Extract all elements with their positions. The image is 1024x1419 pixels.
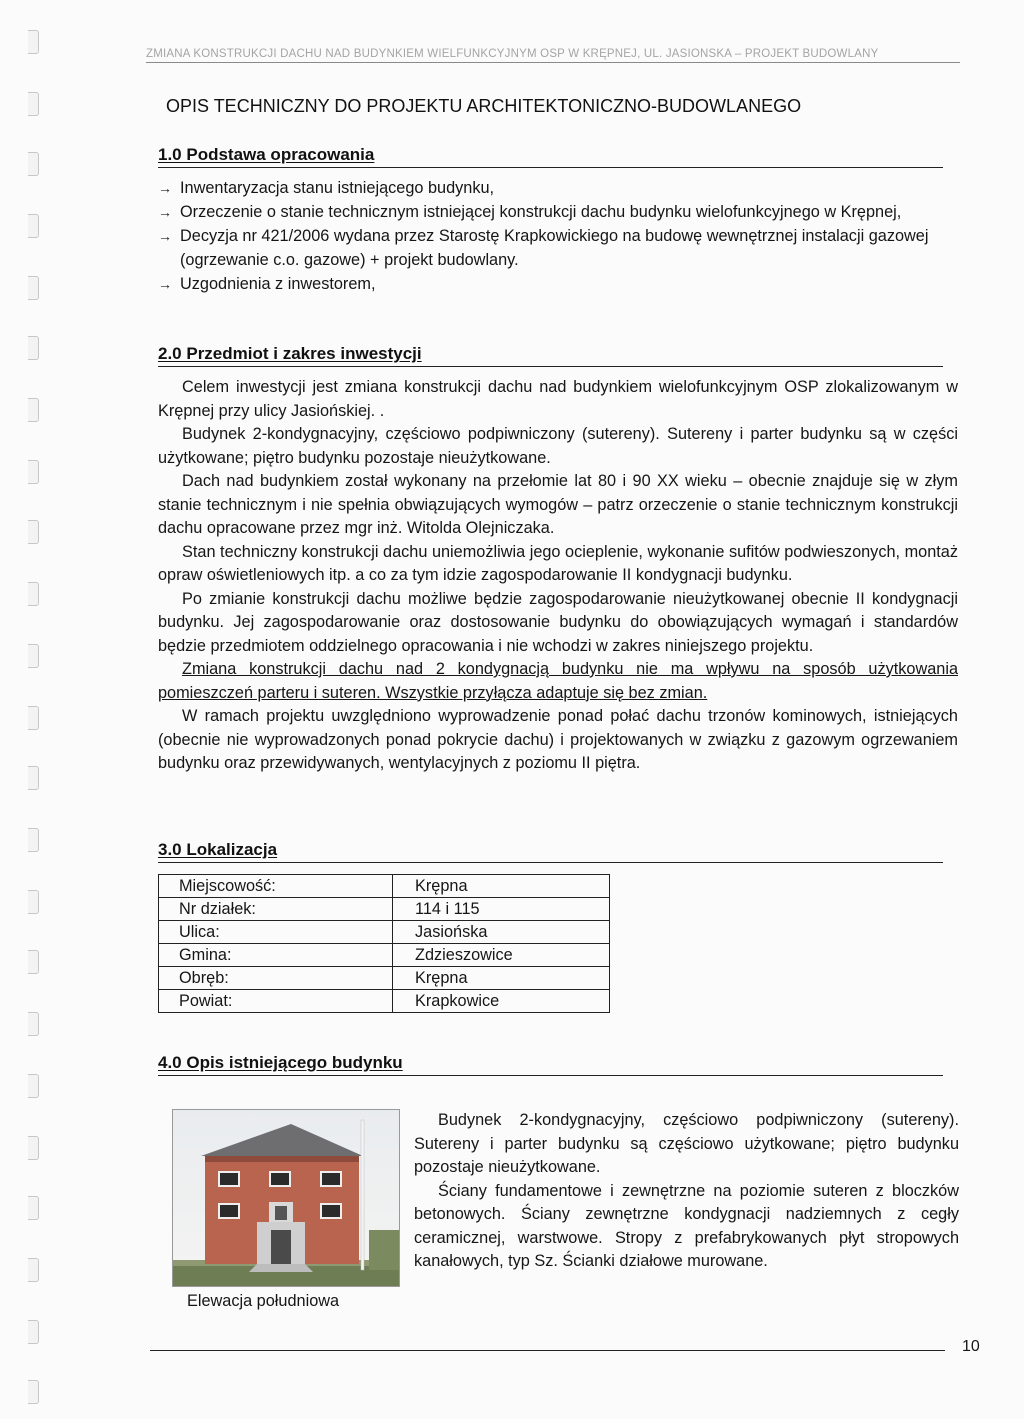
building-photo: [172, 1109, 400, 1287]
arrow-right-icon: →: [158, 204, 172, 220]
running-header: ZMIANA KONSTRUKCJI DACHU NAD BUDYNKIEM WIELFUNKCYJNYM OSP W KRĘPNEJ, UL. JASIOŃSKA – PROJEKT BUDOWLANY: [146, 48, 960, 63]
photo-caption: Elewacja południowa: [187, 1292, 340, 1310]
section-1-heading: [158, 145, 943, 168]
underlined-paragraph: Zmiana konstrukcji dachu nad 2 kondygnacją budynku nie ma wpływu na sposób użytkowania pomieszczeń parteru i suteren. Wszystkie przyłącza adaptuje się bez zmian.: [158, 660, 958, 702]
document-title: OPIS TECHNICZNY DO PROJEKTU ARCHITEKTONICZNO-BUDOWLANEGO: [166, 96, 802, 116]
list-item-text: Decyzja nr 421/2006 wydana przez Starostę Krapkowickiego na budowę wewnętrznej instalacji gazowej (ogrzewanie c.o. gazowe) + projekt budowlany.: [180, 227, 929, 269]
binder-hole: [28, 398, 39, 422]
binder-hole: [28, 1196, 39, 1220]
section-2-body: [158, 376, 958, 776]
table-cell-label: Ulica:: [159, 921, 393, 944]
paragraph: Dach nad budynkiem został wykonany na przełomie lat 80 i 90 XX wieku – obecnie znajduje się w złym stanie technicznym i nie spełnia obwiązujących wymogów – patrz orzeczenie o stanie technicznym konstrukcji dachu opracowane przez mgr inż. Witolda Olejniczaka.: [158, 472, 958, 537]
table-cell-value: Zdzieszowice: [393, 944, 610, 967]
page-number: 10: [962, 1338, 980, 1355]
section-4-heading-text: 4.0 Opis istniejącego budynku: [158, 1053, 403, 1072]
binder-hole: [28, 828, 39, 852]
paragraph: Budynek 2-kondygnacyjny, częściowo podpiwniczony (sutereny). Sutereny i parter budynku są częściowo użytkowane; piętro budynku pozostaje nieużytkowane.: [414, 1111, 959, 1176]
section-2-heading-text: 2.0 Przedmiot i zakres inwestycji: [158, 344, 422, 363]
arrow-right-icon: →: [158, 228, 172, 244]
table-cell-label: Obręb:: [159, 967, 393, 990]
list-item-text: Orzeczenie o stanie technicznym istniejącej konstrukcji dachu budynku wielofunkcyjnego w Krępnej,: [180, 203, 902, 221]
list-item: [158, 272, 958, 296]
building-photo-illustration: [173, 1110, 399, 1286]
binder-hole: [28, 1074, 39, 1098]
binder-hole: [28, 644, 39, 668]
binder-hole: [28, 582, 39, 606]
table-row: [159, 944, 610, 967]
binder-hole: [28, 706, 39, 730]
footer-divider: [150, 1350, 945, 1351]
binder-hole: [28, 1136, 39, 1160]
binder-hole: [28, 92, 39, 116]
section-1-list: [158, 176, 958, 296]
section-2-heading: [158, 344, 943, 367]
list-item: [158, 224, 958, 272]
table-cell-value: 114 i 115: [393, 898, 610, 921]
list-item-text: Inwentaryzacja stanu istniejącego budynku,: [180, 179, 495, 197]
table-cell-value: Jasiońska: [393, 921, 610, 944]
binder-hole: [28, 1380, 39, 1404]
binder-hole: [28, 152, 39, 176]
paragraph: Stan techniczny konstrukcji dachu uniemożliwia jego ocieplenie, wykonanie sufitów podwieszonych, montaż opraw oświetleniowych itp. a co za tym idzie zagospodarowanie II kondygnacji budynku.: [158, 542, 958, 584]
arrow-right-icon: →: [158, 276, 172, 292]
table-cell-value: Krępna: [393, 967, 610, 990]
section-4-heading: [158, 1053, 943, 1076]
paragraph: Celem inwestycji jest zmiana konstrukcji dachu nad budynkiem wielofunkcyjnym OSP zlokalizowanym w Krępnej przy ulicy Jasiońskiej. .: [158, 378, 958, 420]
table-row: [159, 990, 610, 1013]
binder-hole: [28, 336, 39, 360]
table-row: [159, 967, 610, 990]
table-row: [159, 898, 610, 921]
table-cell-label: Powiat:: [159, 990, 393, 1013]
paragraph: Po zmianie konstrukcji dachu możliwe będzie zagospodarowanie nieużytkowanej obecnie II kondygnacji budynku. Jej zagospodarowanie oraz dostosowanie budynku do obowiązujących wymagań i standardów będzie przedmiotem oddzielnego opracowania i nie wchodzi w zakres niniejszego projektu.: [158, 589, 958, 655]
table-row: [159, 921, 610, 944]
paragraph: W ramach projektu uwzględniono wyprowadzenie ponad połać dachu trzonów kominowych, istniejących (obecnie nie wyprowadzonych ponad pokrycie dachu) i projektowanych w związku z gazowym ogrzewaniem budynku oraz przewidywanych, wentylacyjnych z poziomu II piętra.: [158, 707, 958, 772]
binder-hole: [28, 950, 39, 974]
list-item-text: Uzgodnienia z inwestorem,: [180, 275, 376, 293]
table-cell-label: Gmina:: [159, 944, 393, 967]
binder-hole: [28, 766, 39, 790]
binder-hole: [28, 460, 39, 484]
binder-hole: [28, 1320, 39, 1344]
table-row: [159, 875, 610, 898]
section-4-body: [414, 1109, 959, 1274]
binder-hole: [28, 520, 39, 544]
binder-hole: [28, 214, 39, 238]
table-cell-value: Krępna: [393, 875, 610, 898]
section-3-heading-text: 3.0 Lokalizacja: [158, 840, 278, 859]
table-cell-value: Krapkowice: [393, 990, 610, 1013]
section-1-heading-text: 1.0 Podstawa opracowania: [158, 145, 375, 164]
binder-hole: [28, 30, 39, 54]
arrow-right-icon: →: [158, 180, 172, 196]
binder-hole: [28, 1258, 39, 1282]
table-cell-label: Nr działek:: [159, 898, 393, 921]
paragraph: Budynek 2-kondygnacyjny, częściowo podpiwniczony (sutereny). Sutereny i parter budynku są w części użytkowane; piętro budynku pozostaje nieużytkowane.: [158, 425, 958, 467]
list-item: [158, 200, 958, 224]
binder-hole: [28, 890, 39, 914]
binder-hole: [28, 276, 39, 300]
section-3-heading: [158, 840, 943, 863]
binder-holes: [28, 0, 42, 1419]
paragraph: Ściany fundamentowe i zewnętrzne na poziomie suteren z bloczków betonowych. Ściany zewnętrzne kondygnacji nadziemnych z cegły ceramicznej, warstwowe. Stropy z prefabrykowanych płyt stropowych kanałowych, typ Sz. Ścianki działowe murowane.: [414, 1181, 959, 1270]
location-table: [158, 874, 610, 1013]
binder-hole: [28, 1012, 39, 1036]
table-cell-label: Miejscowość:: [159, 875, 393, 898]
list-item: [158, 176, 958, 200]
